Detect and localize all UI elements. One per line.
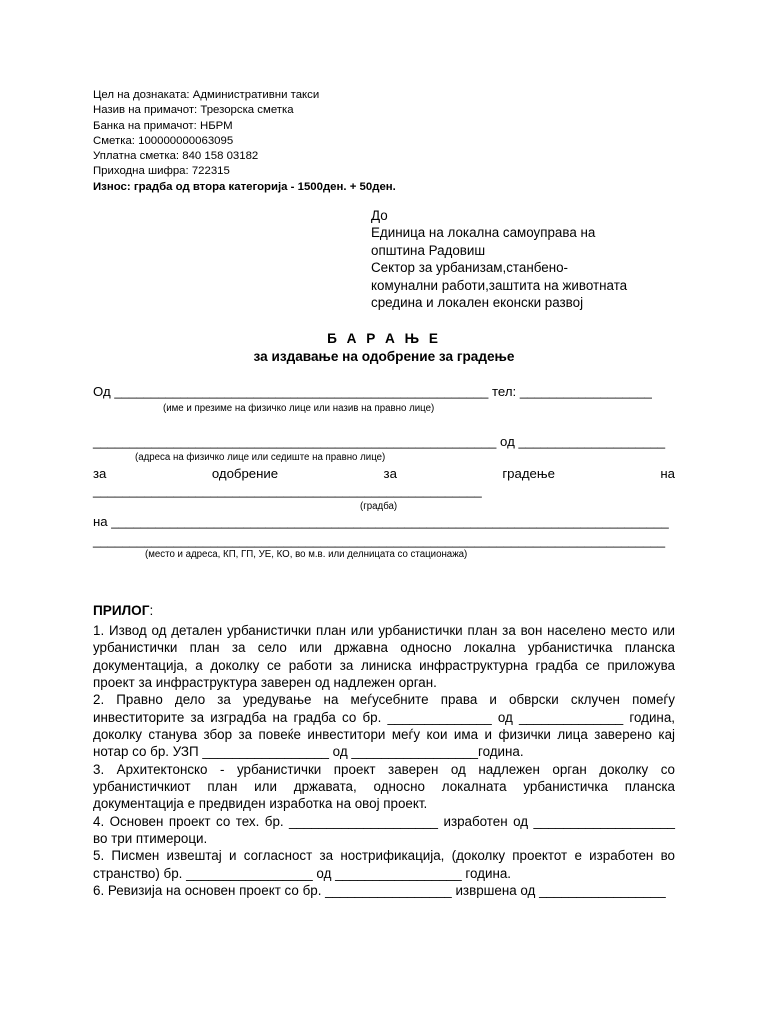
attachment-item: 5. Писмен извештај и согласност за нострификација, (доколку проектот е изработен во странство) бр. _________________ од _________________ година.: [93, 848, 675, 881]
document-title: Б А Р А Њ Е: [327, 331, 441, 346]
approval-word: за: [383, 466, 397, 481]
attachment-item: 4. Основен проект со тех. бр. ____________________ изработен од ___________________ во три птимероци.: [93, 813, 675, 847]
location-field[interactable]: на ____________________________________________________________________________: [93, 514, 669, 529]
attachments-heading-text: ПРИЛОГ: [93, 603, 150, 618]
applicant-name-phone-field[interactable]: Од ___________________________________________________ тел: __________________: [93, 384, 652, 399]
attachments-heading: [93, 603, 153, 618]
recipient-line: Сектор за урбанизам,станбено-: [371, 260, 569, 276]
location-field-continued[interactable]: ______________________________________________________________________________: [93, 533, 666, 548]
recipient-line: општина Радовиш: [371, 242, 486, 258]
payment-revenue-code: Приходна шифра: 722315: [93, 165, 230, 178]
recipient-line: комунални работи,заштита на животната: [371, 277, 628, 293]
payment-recipient-bank: Банка на примачот: НБРМ: [93, 119, 233, 132]
payment-recipient-name: Назив на примачот: Трезорска сметка: [93, 104, 294, 117]
recipient-address: [371, 207, 627, 311]
attachments-heading-colon: :: [149, 603, 154, 618]
attachments-list: [93, 622, 675, 900]
building-field[interactable]: _____________________________________________________: [93, 483, 482, 498]
recipient-line: Единица на локална самоуправа на: [371, 225, 596, 241]
attachment-item: 2. Правно дело за уредување на меѓусебните права и обврски склучен помеѓу инвеститорите за изградба на градба со бр. ______________ од ______________ година, доколку станува збор за повеќе инвеститори меѓу кои има и физички лица заверено кај нотар со бр. УЗП _________________ од _________________година.: [93, 692, 675, 760]
building-hint: (градба): [360, 501, 398, 512]
approval-word: градење: [502, 466, 555, 481]
attachment-item: 1. Извод од детален урбанистички план или урбанистички план за вон населено место или урбанистички план за село или државна односно локална урбанистичка планска документација, а доколку се работи за линиска инфраструктурна градба се приложува проект за инфраструктура заверен од надлежен орган.: [93, 623, 675, 691]
applicant-address-hint: (адреса на физичко лице или седиште на правно лице): [135, 452, 386, 463]
attachment-item: 3. Архитектонско - урбанистички проект заверен од надлежен орган доколку со урбанистичкиот план или државата, односно локалната урбанистичка планска документација е предвиден изработка на овој проект.: [93, 761, 675, 812]
applicant-address-field[interactable]: _______________________________________________________ од ____________________: [93, 434, 666, 449]
document-subtitle: за издавање на одобрение за градење: [253, 349, 515, 364]
recipient-line: До: [371, 208, 388, 223]
location-hint: (место и адреса, КП, ГП, УЕ, КО, во м.в. или делницата со стационажа): [145, 549, 468, 560]
payment-amount: Износ: градба од втора категорија - 1500ден. + 50ден.: [93, 180, 396, 193]
payment-account: Сметка: 100000000063095: [93, 134, 234, 147]
payment-deposit-account: Уплатна сметка: 840 158 03182: [93, 150, 259, 163]
approval-word: за: [93, 466, 107, 481]
approval-word: одобрение: [211, 466, 279, 481]
approval-for-line: [93, 466, 675, 481]
payment-details: [93, 88, 396, 195]
applicant-name-hint: (име и презиме на физичко лице или назив на правно лице): [163, 403, 435, 414]
approval-word: на: [660, 466, 675, 481]
recipient-line: средина и локален еконски развој: [371, 295, 584, 311]
attachment-item: 6. Ревизија на основен проект со бр. _________________ извршена од _________________: [93, 883, 666, 899]
payment-purpose: Цел на дознаката: Административни такси: [93, 89, 320, 101]
